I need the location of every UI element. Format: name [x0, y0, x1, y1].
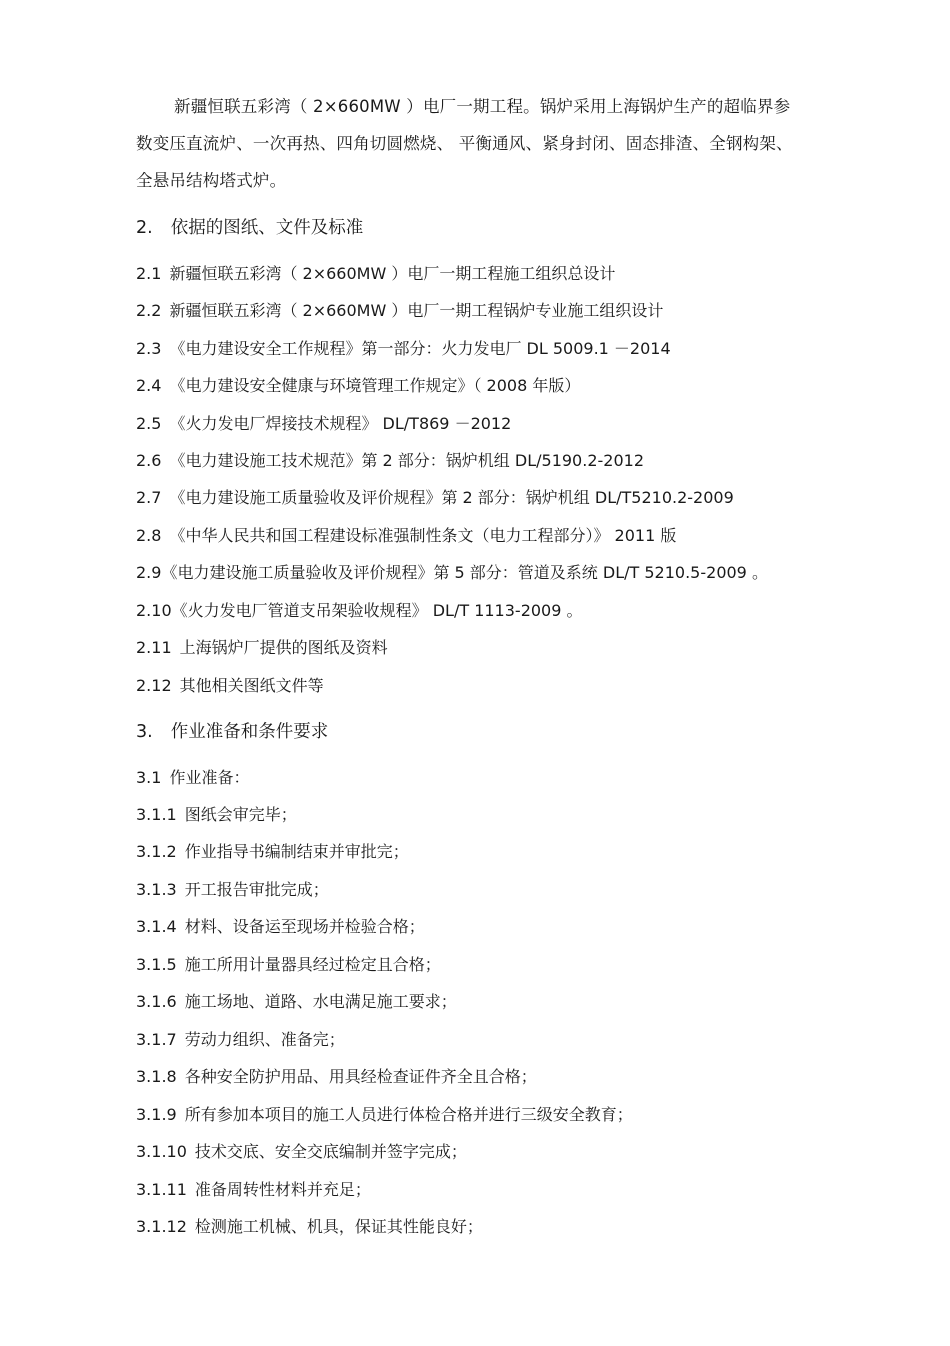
item-text: 《中华人民共和国工程建设标准强制性条文（电力工程部分）》 2011 版: [169, 526, 677, 545]
item-text: 《电力建设施工质量验收及评价规程》第 5 部分：管道及系统 DL/T 5210.5-2009 。: [161, 563, 768, 582]
item-text: 各种安全防护用品、用具经检查证件齐全且合格；: [184, 1067, 537, 1086]
section-heading-3: [136, 720, 328, 744]
item-text: 所有参加本项目的施工人员进行体检合格并进行三级安全教育；: [184, 1105, 633, 1124]
item-number: 2.8: [136, 526, 162, 545]
item-number: 3.1.11: [136, 1180, 187, 1199]
item-text: 《火力发电厂管道支吊架验收规程》 DL/T 1113-2009 。: [171, 601, 583, 620]
item-number: 3.1.7: [136, 1030, 177, 1049]
list-item: [136, 953, 441, 977]
intro-line: 数变压直流炉、一次再热、四角切圆燃烧、 平衡通风、紧身封闭、固态排渣、全钢构架、: [136, 134, 793, 153]
item-text: 检测施工机械、机具，保证其性能良好；: [194, 1217, 483, 1236]
list-item: [136, 840, 409, 864]
item-text: 施工所用计量器具经过检定且合格；: [184, 955, 441, 974]
intro-paragraph: [136, 88, 848, 199]
list-item: [136, 374, 580, 398]
list-item: [136, 1178, 371, 1202]
item-number: 3.1.10: [136, 1142, 187, 1161]
list-item: [136, 674, 324, 698]
item-number: 3.1.3: [136, 880, 177, 899]
list-item: [136, 915, 425, 939]
item-text: 新疆恒联五彩湾（ 2×660MW ）电厂一期工程施工组织总设计: [169, 264, 616, 283]
item-number: 3.1.12: [136, 1217, 187, 1236]
item-text: 《电力建设施工技术规范》第 2 部分：锅炉机组 DL/5190.2-2012: [169, 451, 644, 470]
item-number: 2.1: [136, 264, 162, 283]
item-number: 2.4: [136, 376, 162, 395]
item-text: 作业准备：: [169, 768, 250, 787]
item-number: 3.1: [136, 768, 162, 787]
item-number: 3.1.2: [136, 842, 177, 861]
section-number: 3.: [136, 722, 153, 742]
item-text: 新疆恒联五彩湾（ 2×660MW ）电厂一期工程锅炉专业施工组织设计: [169, 301, 664, 320]
list-item: [136, 1103, 633, 1127]
item-number: 3.1.5: [136, 955, 177, 974]
item-text: 《火力发电厂焊接技术规程》 DL/T869 －2012: [169, 414, 512, 433]
list-item: [136, 486, 734, 510]
item-number: 3.1.9: [136, 1105, 177, 1124]
list-item: [136, 337, 671, 361]
list-item: [136, 1028, 345, 1052]
item-text: 《电力建设安全健康与环境管理工作规定》（ 2008 年版）: [169, 376, 581, 395]
list-item: [136, 412, 511, 436]
item-number: 2.3: [136, 339, 162, 358]
item-text: 劳动力组织、准备完；: [184, 1030, 345, 1049]
item-text: 其他相关图纸文件等: [179, 676, 324, 695]
section-number: 2.: [136, 218, 153, 238]
item-text: 准备周转性材料并充足；: [194, 1180, 371, 1199]
item-number: 2.11: [136, 638, 172, 657]
list-item: [136, 1065, 537, 1089]
item-text: 技术交底、安全交底编制并签字完成；: [194, 1142, 467, 1161]
section-title: 作业准备和条件要求: [170, 722, 329, 742]
section-title: 依据的图纸、文件及标准: [170, 218, 364, 238]
list-item: [136, 599, 583, 623]
item-number: 2.7: [136, 488, 162, 507]
list-item: [136, 1140, 467, 1164]
list-item: [136, 636, 388, 660]
list-item: [136, 803, 297, 827]
list-item: [136, 1215, 483, 1239]
item-number: 3.1.6: [136, 992, 177, 1011]
item-text: 图纸会审完毕；: [184, 805, 297, 824]
list-item: [136, 561, 768, 585]
item-text: 《电力建设安全工作规程》第一部分：火力发电厂 DL 5009.1 －2014: [169, 339, 671, 358]
item-text: 上海锅炉厂提供的图纸及资料: [179, 638, 388, 657]
item-text: 作业指导书编制结束并审批完；: [184, 842, 409, 861]
intro-line: 新疆恒联五彩湾（ 2×660MW ）电厂一期工程。锅炉采用上海锅炉生产的超临界参: [174, 97, 791, 116]
item-number: 2.9: [136, 563, 162, 582]
list-item: [136, 262, 615, 286]
section-heading-2: [136, 216, 363, 240]
item-number: 2.12: [136, 676, 172, 695]
list-item: [136, 449, 644, 473]
item-number: 2.5: [136, 414, 162, 433]
list-item: [136, 524, 676, 548]
list-item: [136, 299, 663, 323]
intro-line: 全悬吊结构塔式炉。: [136, 171, 287, 190]
item-number: 2.10: [136, 601, 172, 620]
item-text: 《电力建设施工质量验收及评价规程》第 2 部分：锅炉机组 DL/T5210.2-2009: [169, 488, 734, 507]
list-item: [136, 990, 457, 1014]
item-number: 3.1.1: [136, 805, 177, 824]
item-text: 施工场地、道路、水电满足施工要求；: [184, 992, 457, 1011]
item-number: 3.1.4: [136, 917, 177, 936]
list-item: [136, 878, 329, 902]
item-text: 材料、设备运至现场并检验合格；: [184, 917, 425, 936]
subsection-heading: [136, 766, 249, 790]
item-number: 3.1.8: [136, 1067, 177, 1086]
item-number: 2.2: [136, 301, 162, 320]
item-number: 2.6: [136, 451, 162, 470]
item-text: 开工报告审批完成；: [184, 880, 329, 899]
